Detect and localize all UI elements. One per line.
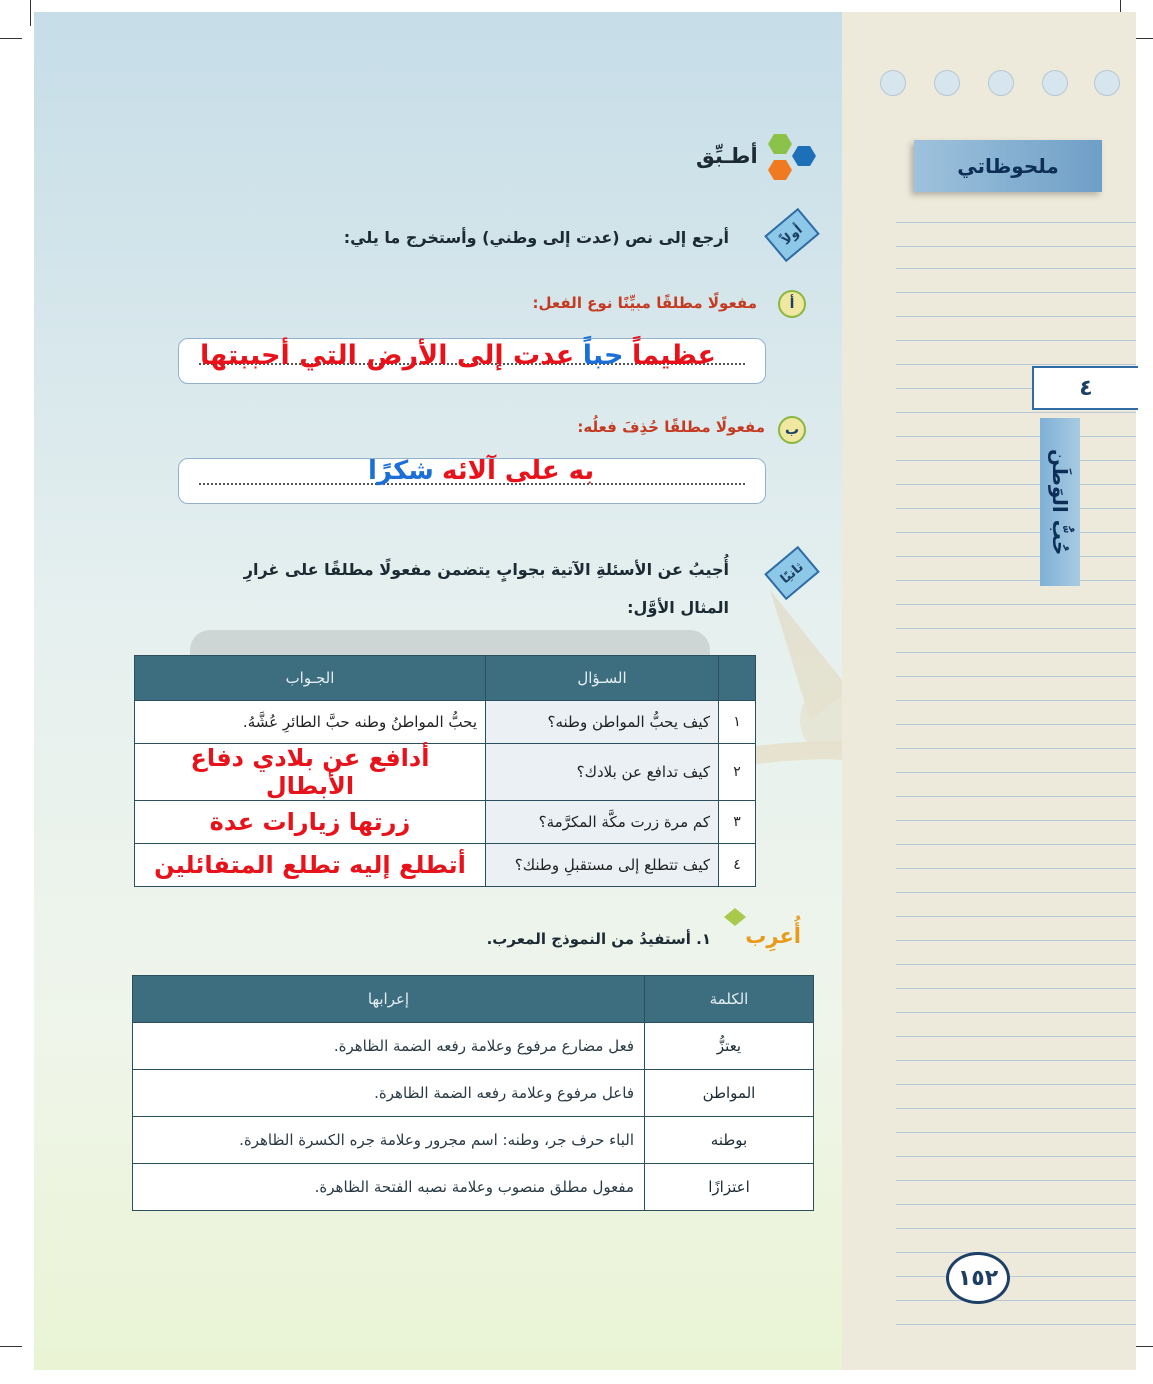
item-b-label: ب <box>778 416 806 444</box>
parse-row <box>133 1023 814 1070</box>
note-line <box>896 412 1136 413</box>
qa-question: كم مرة زرت مكَّة المكرَّمة؟ <box>486 801 719 844</box>
qa-header-number <box>719 656 756 701</box>
binder-hole <box>1042 70 1068 96</box>
parse-analysis: الباء حرف جر، وطنه: اسم مجرور وعلامة جره الكسرة الظاهرة. <box>133 1117 645 1164</box>
exercise-tag-first: أولاً <box>764 208 820 262</box>
qa-row <box>135 844 756 887</box>
handwritten-answer-b: به على آلائه شكرًا <box>368 456 595 486</box>
parse-analysis: فاعل مرفوع وعلامة رفعه الضمة الظاهرة. <box>133 1070 645 1117</box>
qa-row-number: ١ <box>719 701 756 744</box>
note-line <box>896 1204 1136 1205</box>
note-line <box>896 1084 1136 1085</box>
qa-question: كيف تدافع عن بلادك؟ <box>486 744 719 801</box>
item-a-label: أ <box>778 290 806 318</box>
note-line <box>896 1180 1136 1181</box>
parse-header-parsing: إعرابها <box>133 976 645 1023</box>
qa-handwritten-answer[interactable]: أدافع عن بلادي دفاع الأبطال <box>135 744 486 801</box>
binder-hole <box>934 70 960 96</box>
note-line <box>896 748 1136 749</box>
unit-number: ٤ <box>1032 366 1138 410</box>
note-line <box>896 964 1136 965</box>
qa-question: كيف تتطلع إلى مستقبلِ وطنك؟ <box>486 844 719 887</box>
note-line <box>896 340 1136 341</box>
note-line <box>896 724 1136 725</box>
crop-mark <box>30 0 31 26</box>
notes-column <box>842 12 1136 1370</box>
qa-handwritten-answer[interactable]: زرتها زيارات عدة <box>135 801 486 844</box>
handwritten-answer-a: عظيماً حباً عدت إلى الأرض التي أحببتها <box>200 340 717 371</box>
pencil-diamond-icon <box>722 906 748 928</box>
exercise2-prompt-line2: المثال الأوَّل: <box>627 598 729 617</box>
exercise1-prompt: أرجع إلى نص (عدت إلى وطني) وأستخرج ما يلي: <box>343 228 729 247</box>
crop-mark <box>0 38 22 39</box>
note-line <box>896 436 1136 437</box>
parsing-table <box>132 975 814 1211</box>
qa-header-answer: الجـواب <box>135 656 486 701</box>
note-line <box>896 772 1136 773</box>
crop-mark <box>0 1346 22 1347</box>
parse-title: أُعرِب <box>745 924 801 948</box>
note-line <box>896 940 1136 941</box>
item-b-text: مفعولًا مطلقًا حُذِفَ فعلُه: <box>577 418 765 436</box>
note-line <box>896 604 1136 605</box>
parse-row <box>133 1117 814 1164</box>
note-line <box>896 1108 1136 1109</box>
exercise-tag-second: ثانيًا <box>764 546 820 600</box>
binder-hole <box>880 70 906 96</box>
parse-word: اعتزازًا <box>645 1164 814 1211</box>
parse-word: يعتزُّ <box>645 1023 814 1070</box>
section-title: أطـبِّق <box>696 144 758 168</box>
qa-table <box>134 655 756 887</box>
page-number: ١٥٢ <box>946 1252 1010 1304</box>
note-line <box>896 1156 1136 1157</box>
qa-answer: يحبُّ المواطنُ وطنه حبَّ الطائرِ عُشَّهُ. <box>135 701 486 744</box>
qa-row <box>135 744 756 801</box>
hexagon-icon <box>760 130 816 186</box>
note-line <box>896 580 1136 581</box>
note-line <box>896 916 1136 917</box>
note-line <box>896 556 1136 557</box>
note-line <box>896 1036 1136 1037</box>
notes-title: ملحوظاتي <box>914 140 1102 192</box>
note-line <box>896 676 1136 677</box>
qa-handwritten-answer[interactable]: أتطلع إليه تطلع المتفائلين <box>135 844 486 887</box>
note-line <box>896 1276 1136 1277</box>
note-line <box>896 268 1136 269</box>
qa-row <box>135 701 756 744</box>
note-line <box>896 1324 1136 1325</box>
note-line <box>896 700 1136 701</box>
parse-row <box>133 1164 814 1211</box>
note-line <box>896 292 1136 293</box>
item-a-text: مفعولًا مطلقًا مبيِّنًا نوع الفعل: <box>532 294 757 312</box>
note-line <box>896 820 1136 821</box>
qa-row-number: ٢ <box>719 744 756 801</box>
note-line <box>896 316 1136 317</box>
binder-hole <box>988 70 1014 96</box>
note-line <box>896 892 1136 893</box>
qa-row-number: ٤ <box>719 844 756 887</box>
parse-word: المواطن <box>645 1070 814 1117</box>
note-line <box>896 460 1136 461</box>
note-line <box>896 222 1136 223</box>
note-line <box>896 1252 1136 1253</box>
parse-analysis: مفعول مطلق منصوب وعلامة نصبه الفتحة الظاهرة. <box>133 1164 645 1211</box>
note-line <box>896 1132 1136 1133</box>
note-line <box>896 628 1136 629</box>
note-line <box>896 246 1136 247</box>
qa-row-number: ٣ <box>719 801 756 844</box>
binder-hole <box>1094 70 1120 96</box>
note-line <box>896 1228 1136 1229</box>
parse-analysis: فعل مضارع مرفوع وعلامة رفعه الضمة الظاهرة. <box>133 1023 645 1070</box>
note-line <box>896 988 1136 989</box>
qa-header-question: السـؤال <box>486 656 719 701</box>
note-line <box>896 1060 1136 1061</box>
note-line <box>896 484 1136 485</box>
parse-instruction: ١. أستفيدُ من النموذج المعرب. <box>486 930 711 948</box>
note-line <box>896 1300 1136 1301</box>
parse-header-word: الكلمة <box>645 976 814 1023</box>
qa-question: كيف يحبُّ المواطن وطنه؟ <box>486 701 719 744</box>
note-line <box>896 868 1136 869</box>
exercise2-prompt-line1: أُجيبُ عن الأسئلةِ الآتية بجوابٍ يتضمن مفعولًا مطلقًا على غرارِ <box>243 560 729 579</box>
unit-name: حُبُّ الوَطَن <box>1040 418 1080 586</box>
qa-row <box>135 801 756 844</box>
note-line <box>896 796 1136 797</box>
note-line <box>896 364 1136 365</box>
note-line <box>896 508 1136 509</box>
note-line <box>896 844 1136 845</box>
note-line <box>896 652 1136 653</box>
note-line <box>896 532 1136 533</box>
parse-row <box>133 1070 814 1117</box>
note-line <box>896 1012 1136 1013</box>
parse-word: بوطنه <box>645 1117 814 1164</box>
